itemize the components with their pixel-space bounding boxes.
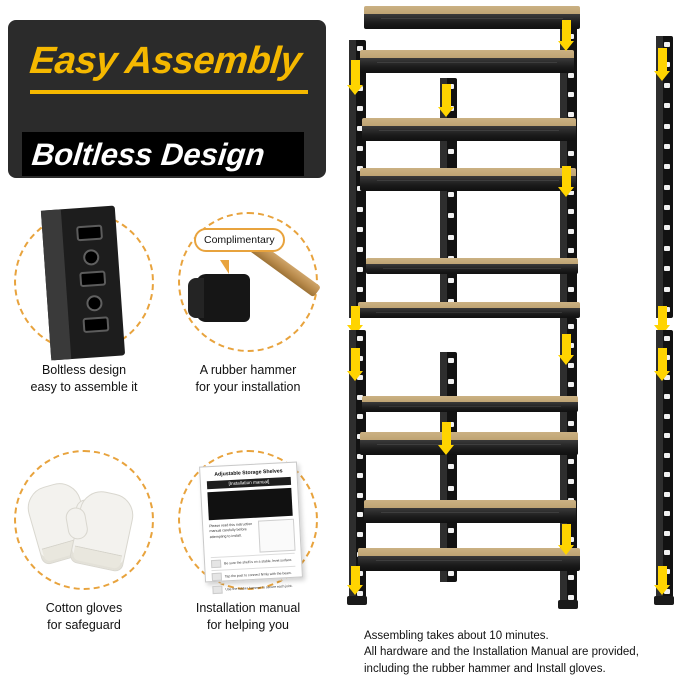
installation-manual-icon: [199, 462, 303, 592]
feature-gloves-caption: [4, 600, 164, 634]
product-photo: [336, 0, 679, 682]
feature-gloves-image: [14, 450, 154, 590]
manual-subtitle: [Installation manual]: [207, 477, 291, 489]
assembly-arrow-down: [442, 84, 451, 108]
shelf-beam: [362, 126, 576, 141]
shelf-beam: [362, 402, 578, 412]
feature-manual-caption: [168, 600, 328, 634]
shelf-beam: [360, 176, 576, 191]
feature-manual-image: [178, 450, 318, 590]
manual-step-thumb: [211, 560, 221, 569]
assembly-arrow-down: [351, 566, 360, 586]
assembly-arrow-down: [658, 306, 667, 326]
rubber-hammer-icon: [196, 274, 250, 322]
manual-step-list: [211, 553, 297, 596]
shelf-foot: [558, 600, 578, 609]
feature-hammer-caption-line1: A rubber hammer: [199, 363, 297, 377]
complimentary-callout: Complimentary: [194, 228, 285, 252]
shelf-beam: [360, 58, 574, 73]
feature-hammer-caption-line2: for your installation: [195, 379, 301, 394]
banner-headline: Easy Assembly: [27, 40, 304, 82]
callout-tail: [220, 260, 229, 274]
feature-gloves: [4, 450, 164, 634]
assembly-arrow-down: [351, 348, 360, 372]
glove-cuff: [72, 546, 122, 570]
manual-diagram: [258, 519, 296, 553]
assembly-arrow-down: [658, 48, 667, 72]
feature-gloves-caption-line2: for safeguard: [47, 617, 121, 632]
left-info-panel: [0, 0, 336, 682]
photo-caption-line1: Assembling takes about 10 minutes.: [364, 630, 549, 642]
feature-boltless-caption-line2: easy to assemble it: [30, 379, 138, 394]
feature-boltless: [4, 212, 164, 396]
feature-boltless-image: [14, 212, 154, 352]
assembly-arrow-down: [351, 60, 360, 86]
manual-title: Adjustable Storage Shelves: [214, 468, 283, 478]
assembly-arrow-down: [562, 20, 571, 42]
shelf-beam: [364, 14, 580, 29]
assembly-arrow-down: [442, 422, 451, 446]
photo-caption-line3: including the rubber hammer and Install gloves.: [364, 662, 606, 675]
shelf-beam: [360, 440, 578, 455]
post-slots: [664, 42, 670, 312]
shelf-foot: [347, 596, 367, 605]
shelf-post-icon: [41, 206, 125, 361]
feature-hammer: [168, 212, 328, 396]
shelf-beam: [364, 508, 576, 523]
manual-step-thumb: [212, 573, 222, 582]
assembly-arrow-down: [658, 348, 667, 372]
photo-caption: [364, 628, 679, 677]
banner-underline: [30, 90, 308, 94]
feature-hammer-caption: [168, 362, 328, 396]
manual-step-text: Be sure the shelf is on a stable, level surface.: [224, 557, 293, 566]
shelf-beam: [358, 556, 580, 571]
feature-hammer-image: [178, 212, 318, 352]
assembly-arrow-down: [562, 166, 571, 188]
post-slots: [448, 358, 454, 576]
assembly-arrow-down: [562, 334, 571, 356]
photo-caption-line2: All hardware and the Installation Manual are provided,: [364, 646, 639, 659]
banner-subheadline: Boltless Design: [30, 137, 267, 172]
manual-note: Please read this instruction manual carefully before attempting to install.: [209, 521, 253, 539]
manual-step-text: Tap the post to connect firmly with the beam.: [224, 570, 292, 579]
feature-manual: [168, 450, 328, 634]
shelf-beam: [358, 308, 580, 318]
feature-boltless-caption: [4, 362, 164, 396]
manual-hero-image: [207, 488, 292, 520]
feature-gloves-caption-line1: Cotton gloves: [45, 601, 123, 615]
shelf-beam: [366, 264, 578, 274]
feature-boltless-caption-line1: Boltless design: [41, 363, 127, 377]
feature-manual-caption-line2: for helping you: [206, 617, 289, 632]
assembly-arrow-down: [562, 524, 571, 546]
manual-step-thumb: [212, 586, 222, 595]
shelf-foot: [654, 596, 674, 605]
assembly-arrow-down: [351, 306, 360, 326]
feature-manual-caption-line1: Installation manual: [195, 601, 301, 615]
promo-banner: [8, 20, 326, 178]
manual-step-text: Use the rubber hammer to secure each joint.: [225, 583, 293, 592]
assembly-arrow-down: [658, 566, 667, 586]
